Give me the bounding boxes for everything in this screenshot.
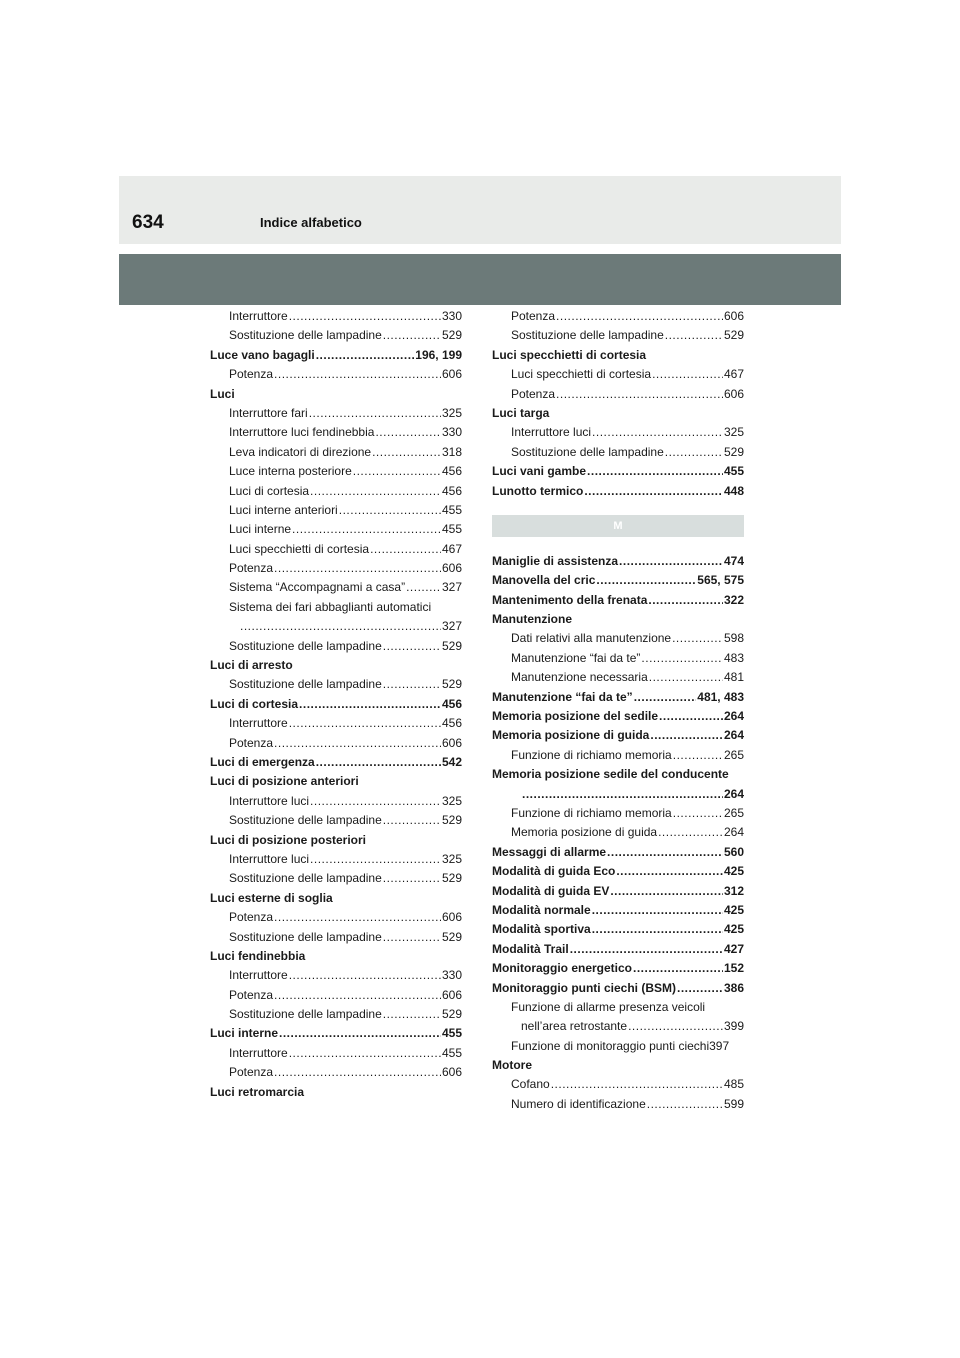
entry-label: Sistema “Accompagnami a casa” [229,580,406,595]
entry-page-ref: 318 [441,444,462,459]
entry-label: Memoria posizione sedile del conducente [492,767,729,782]
dot-leader [309,404,441,423]
entry-page-ref: 606 [723,386,744,401]
entry-page-ref: 455 [441,522,462,537]
entry-label: Maniglie di assistenza [492,553,619,568]
dot-leader [665,443,723,462]
entry-page-ref: 325 [441,405,462,420]
index-entry [492,462,744,481]
dot-leader [649,668,723,687]
entry-page-ref: 425 [723,922,744,937]
index-entry [492,610,744,629]
index-entry [210,385,462,404]
section-letter-header: M [492,515,744,537]
index-entry [492,765,744,784]
entry-label: Sostituzione delle lampadine [511,328,664,343]
dot-leader [628,1017,723,1036]
index-subentry [210,928,462,947]
index-subentry [210,520,462,539]
index-entry [492,959,744,978]
index-entry [210,947,462,966]
entry-label: Luci esterne di soglia [210,890,333,905]
index-subentry [492,326,744,345]
entry-label: Modalità di guida Eco [492,864,616,879]
entry-page-ref: 312 [723,883,744,898]
entry-page-ref: 455 [441,1045,462,1060]
index-subentry [210,462,462,481]
dot-leader [274,908,441,927]
dot-leader [310,792,441,811]
index-entry [492,591,744,610]
index-list-left [210,307,462,1102]
dot-leader [310,482,441,501]
dot-leader [616,862,723,881]
dot-leader [383,637,441,656]
entry-label: Funzione di allarme presenza veicoli [511,999,706,1014]
index-subentry [210,675,462,694]
entry-page-ref: 606 [441,367,462,382]
entry-label: Sostituzione delle lampadine [229,929,382,944]
index-entry [210,772,462,791]
entry-page-ref: 386 [723,980,744,995]
dot-leader [289,307,441,326]
entry-label: Interruttore [229,716,288,731]
entry-label: Leva indicatori di direzione [229,444,372,459]
index-entry [492,862,744,881]
dot-leader [665,326,723,345]
entry-page-ref: 606 [441,735,462,750]
entry-label: Cofano [511,1077,550,1092]
entry-label: Interruttore [229,968,288,983]
index-subentry [492,385,744,404]
entry-label: Motore [492,1058,532,1073]
dot-leader [292,520,441,539]
dot-leader [596,571,696,590]
entry-page-ref: 264 [723,825,744,840]
entry-label: Modalità Trail [492,941,569,956]
index-entry [492,482,744,501]
entry-label: Luci di posizione posteriori [210,832,367,847]
dot-leader [556,307,723,326]
entry-label: Luci specchietti di cortesia [511,367,652,382]
entry-label: Luci di cortesia [210,696,299,711]
entry-page-ref: 456 [441,696,462,711]
entry-label: Modalità di guida EV [492,883,610,898]
index-subentry [492,746,744,765]
index-subentry [210,578,462,597]
entry-label: Sostituzione delle lampadine [229,638,382,653]
dot-leader [672,629,723,648]
index-list-right-bottom [492,552,744,1114]
index-subentry [210,1044,462,1063]
dot-leader [659,707,723,726]
index-subentry [210,714,462,733]
entry-label: Funzione di richiamo memoria [511,747,672,762]
entry-page-ref: 264 [723,709,744,724]
dot-leader [289,1044,441,1063]
entry-label: Potenza [229,735,274,750]
entry-label: Sostituzione delle lampadine [229,1007,382,1022]
dot-leader [316,753,441,772]
entry-page-ref: 467 [723,367,744,382]
dot-leader [240,617,441,636]
index-entry [492,901,744,920]
dot-leader [647,1095,723,1114]
page-number: 634 [132,212,164,233]
entry-label: Funzione di richiamo memoria [511,805,672,820]
entry-label: Interruttore [229,309,288,323]
entry-page-ref: 529 [441,1007,462,1022]
entry-page-ref: 474 [723,553,744,568]
entry-page-ref: 325 [441,851,462,866]
dot-leader [584,482,723,501]
dot-leader [652,365,723,384]
dot-leader [383,326,441,345]
index-subentry [210,598,462,617]
entry-page-ref: 330 [441,425,462,440]
index-entry [492,404,744,423]
index-subentry [210,966,462,985]
dot-leader [274,1063,441,1082]
index-subentry [492,443,744,462]
entry-page-ref: 325 [723,425,744,440]
entry-label: Memoria posizione del sedile [492,709,659,724]
entry-label: Memoria posizione di guida [492,728,650,743]
entry-page-ref: 322 [723,592,744,607]
dot-leader [316,346,415,365]
entry-label: Luci interne anteriori [229,502,338,517]
entry-label: Monitoraggio energetico [492,961,633,976]
entry-label: Luci di arresto [210,658,293,673]
entry-label: Modalità sportiva [492,922,591,937]
entry-page-ref: 529 [441,677,462,692]
index-subentry [492,629,744,648]
dot-leader [289,714,441,733]
dot-leader [570,940,723,959]
entry-label: Luce vano bagagli [210,347,315,362]
entry-label: Potenza [229,987,274,1002]
entry-label: Luci specchietti di cortesia [229,541,370,556]
entry-label: Luci retromarcia [210,1084,305,1099]
index-subentry [210,617,462,636]
entry-label: Interruttore luci fendinebbia [229,425,375,440]
entry-page-ref: 448 [723,483,744,498]
entry-page-ref: 485 [723,1077,744,1092]
entry-page-ref: 425 [723,864,744,879]
entry-page-ref: 529 [723,444,744,459]
index-entry [492,1056,744,1075]
index-subentry [210,869,462,888]
index-entry [492,688,744,707]
index-subentry [492,1017,744,1036]
dot-leader [274,986,441,1005]
entry-label: Dati relativi alla manutenzione [511,631,672,646]
index-subentry [210,443,462,462]
index-entry [492,552,744,571]
entry-label: Potenza [229,367,274,382]
entry-label: Mantenimento della frenata [492,592,648,607]
entry-label: Luci di posizione anteriori [210,774,359,789]
dot-leader [375,423,441,442]
entry-page-ref: 456 [441,483,462,498]
index-subentry [210,365,462,384]
index-subentry [492,423,744,442]
entry-label: Potenza [229,1065,274,1080]
index-subentry [210,404,462,423]
index-entry [492,882,744,901]
entry-page-ref: 606 [441,987,462,1002]
dot-leader [633,959,723,978]
index-entry [210,346,462,365]
header-band [119,254,841,305]
index-subentry [492,823,744,842]
index-list-right-top [492,307,744,501]
index-entry [210,695,462,714]
entry-page-ref: 327 [441,619,462,634]
index-subentry [492,804,744,823]
dot-leader [650,726,723,745]
entry-page-ref: 427 [723,941,744,956]
entry-page-ref: 327 [441,580,462,595]
index-entry [492,920,744,939]
entry-label: Luci specchietti di cortesia [492,347,647,362]
index-entry [492,979,744,998]
dot-leader [587,462,723,481]
dot-leader [610,882,723,901]
entry-label: Sostituzione delle lampadine [229,328,382,343]
index-subentry [210,850,462,869]
dot-leader [274,559,441,578]
entry-page-ref: 196, 199 [415,347,462,362]
index-subentry [492,365,744,384]
entry-page-ref: 265 [723,747,744,762]
entry-label: Interruttore luci [229,851,310,866]
index-entry [210,656,462,675]
dot-leader [279,1024,441,1043]
index-subentry [210,423,462,442]
index-subentry [210,326,462,345]
index-subentry [210,734,462,753]
entry-page-ref: 456 [441,716,462,731]
dot-leader [274,734,441,753]
index-subentry [492,649,744,668]
dot-leader [592,901,723,920]
entry-label: Interruttore [229,1045,288,1060]
dot-leader [383,811,441,830]
index-entry [492,843,744,862]
entry-label: Potenza [511,309,556,323]
dot-leader [607,843,723,862]
index-subentry [210,1063,462,1082]
entry-page-ref: 455 [441,502,462,517]
entry-page-ref: 529 [441,813,462,828]
index-subentry [210,559,462,578]
entry-label: Luci di emergenza [210,754,315,769]
entry-label: Potenza [511,386,556,401]
index-column-left [210,307,462,1102]
dot-leader [353,462,441,481]
entry-page-ref: 264 [723,786,744,801]
dot-leader [370,540,441,559]
entry-page-ref: 529 [441,929,462,944]
entry-page-ref: 455 [441,1026,462,1041]
entry-page-ref: 481 [723,670,744,685]
dot-leader [641,649,723,668]
section-title: Indice alfabetico [260,215,362,230]
dot-leader [673,804,723,823]
dot-leader [592,920,723,939]
entry-page-ref: 456 [441,464,462,479]
dot-leader [634,688,697,707]
entry-page-ref: 598 [723,631,744,646]
entry-page-ref: 606 [441,910,462,925]
entry-label: Luci fendinebbia [210,948,306,963]
dot-leader [556,385,723,404]
entry-page-ref: 599 [723,1096,744,1111]
entry-page-ref: 606 [441,1065,462,1080]
dot-leader [310,850,441,869]
dot-leader [289,966,441,985]
entry-label: Luci interne [229,522,292,537]
index-entry [492,785,744,804]
dot-leader [383,1005,441,1024]
index-subentry [492,1037,744,1056]
dot-leader [619,552,723,571]
dot-leader [551,1075,723,1094]
entry-label: Monitoraggio punti ciechi (BSM) [492,980,676,995]
entry-label: Luce interna posteriore [229,464,352,479]
index-subentry [210,811,462,830]
index-subentry [210,501,462,520]
entry-label: Numero di identificazione [511,1096,646,1111]
entry-label: Potenza [229,910,274,925]
index-subentry [210,637,462,656]
entry-label: Funzione di monitoraggio punti ciechi397 [511,1038,730,1053]
entry-page-ref: 565, 575 [697,573,744,588]
page-header [119,176,841,244]
entry-page-ref: 467 [441,541,462,556]
index-subentry [210,307,462,326]
entry-label: Messaggi di allarme [492,844,607,859]
dot-leader [383,869,441,888]
entry-page-ref: 483 [723,650,744,665]
entry-label: nell’area retrostante [521,1019,628,1034]
entry-label: Manutenzione “fai da te” [492,689,633,704]
entry-page-ref: 529 [723,328,744,343]
dot-leader [522,785,723,804]
entry-page-ref: 399 [723,1019,744,1034]
index-column-right [492,307,744,1114]
entry-label: Luci vani gambe [492,464,587,479]
index-subentry [492,668,744,687]
index-entry [210,831,462,850]
dot-leader [372,443,441,462]
entry-label: Manutenzione [492,612,572,627]
entry-page-ref: 560 [723,844,744,859]
dot-leader [339,501,441,520]
entry-page-ref: 325 [441,793,462,808]
index-entry [492,707,744,726]
entry-label: Lunotto termico [492,483,584,498]
entry-label: Luci di cortesia [229,483,310,498]
index-subentry [492,998,744,1017]
index-subentry [492,1095,744,1114]
entry-label: Manovella del cric [492,573,596,588]
entry-page-ref: 529 [441,328,462,343]
index-entry [492,346,744,365]
entry-page-ref: 455 [723,464,744,479]
dot-leader [274,365,441,384]
entry-label: Interruttore luci [511,425,592,440]
entry-label: Manutenzione necessaria [511,670,648,685]
dot-leader [383,675,441,694]
index-entry [210,753,462,772]
index-entry [210,1024,462,1043]
index-subentry [210,792,462,811]
entry-page-ref: 481, 483 [697,689,744,704]
dot-leader [677,979,723,998]
entry-label: Sistema dei fari abbaglianti automatici [229,599,432,614]
index-subentry [210,908,462,927]
entry-label: Luci [210,386,235,401]
index-entry [492,571,744,590]
entry-page-ref: 330 [441,309,462,323]
dot-leader [592,423,723,442]
entry-label: Manutenzione “fai da te” [511,650,641,665]
entry-page-ref: 606 [441,561,462,576]
entry-page-ref: 330 [441,968,462,983]
entry-page-ref: 529 [441,638,462,653]
index-subentry [492,307,744,326]
entry-label: Sostituzione delle lampadine [229,813,382,828]
entry-label: Potenza [229,561,274,576]
dot-leader [406,578,441,597]
index-subentry [210,482,462,501]
entry-page-ref: 542 [441,754,462,769]
entry-label: Sostituzione delle lampadine [511,444,664,459]
entry-page-ref: 529 [441,871,462,886]
entry-label: Interruttore fari [229,405,308,420]
index-entry [492,940,744,959]
entry-label: Interruttore luci [229,793,310,808]
dot-leader [673,746,723,765]
entry-page-ref: 606 [723,309,744,323]
entry-label: Luci targa [492,405,550,420]
entry-label: Modalità normale [492,902,591,917]
entry-label: Sostituzione delle lampadine [229,871,382,886]
entry-label: Luci interne [210,1026,279,1041]
entry-label: Sostituzione delle lampadine [229,677,382,692]
entry-page-ref: 425 [723,902,744,917]
dot-leader [299,695,441,714]
index-subentry [210,540,462,559]
dot-leader [658,823,723,842]
index-entry [492,726,744,745]
index-subentry [492,1075,744,1094]
dot-leader [648,591,723,610]
index-entry [210,1083,462,1102]
index-subentry [210,986,462,1005]
index-subentry [210,1005,462,1024]
entry-page-ref: 264 [723,728,744,743]
entry-label: Memoria posizione di guida [511,825,658,840]
entry-page-ref: 152 [723,961,744,976]
dot-leader [383,928,441,947]
entry-page-ref: 265 [723,805,744,820]
index-entry [210,889,462,908]
